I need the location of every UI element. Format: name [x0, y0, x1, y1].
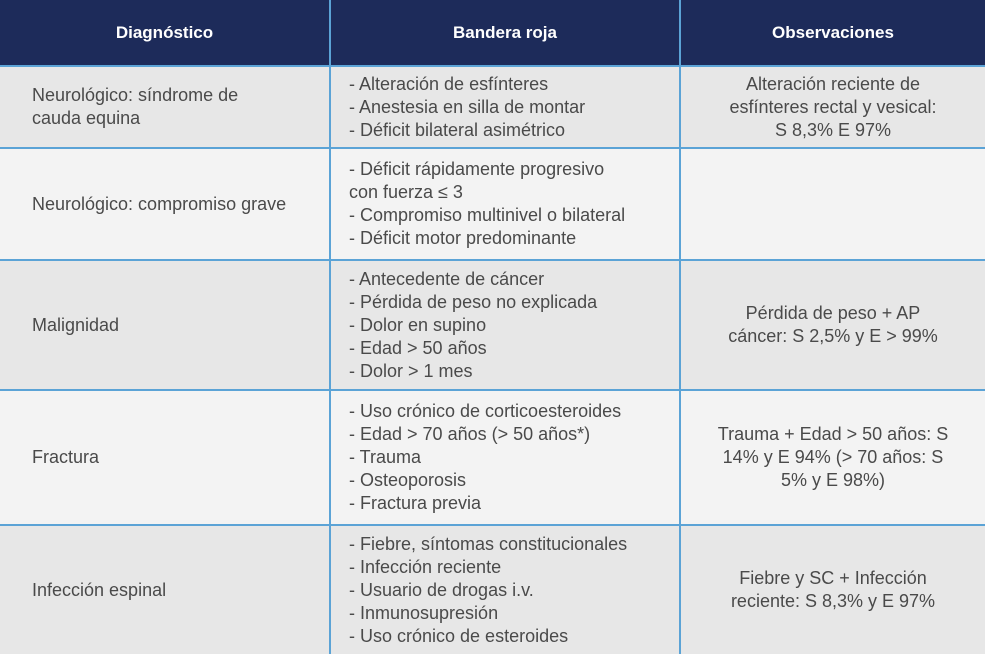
red-flag-item: - Déficit rápidamente progresivo — [349, 159, 605, 179]
red-flag-item: - Inmunosupresión — [349, 602, 499, 623]
red-flags-cell — [330, 525, 680, 654]
red-flag-item: - Anestesia en silla de montar — [349, 96, 586, 117]
observations-cell — [680, 148, 985, 260]
red-flag-item: - Osteoporosis — [349, 470, 467, 490]
diagnosis-cell: Infección espinal — [0, 525, 330, 654]
observations-text: Alteración reciente de esfínteres rectal y vesical: S 8,3% E 97% — [729, 73, 937, 140]
diagnosis-cell: Fractura — [0, 390, 330, 525]
red-flags-cell — [330, 148, 680, 260]
red-flag-item: - Fiebre, síntomas constitucionales — [349, 533, 628, 554]
red-flag-item: - Trauma — [349, 447, 422, 467]
red-flag-item: - Infección reciente — [349, 556, 502, 577]
red-flag-item: - Uso crónico de esteroides — [349, 625, 569, 646]
header-observaciones: Observaciones — [680, 0, 985, 66]
table-row — [0, 390, 985, 525]
observations-text: Fiebre y SC + Infección reciente: S 8,3% y E 97% — [730, 568, 936, 611]
table-row — [0, 66, 985, 148]
table-row — [0, 260, 985, 390]
observations-text: Pérdida de peso + AP cáncer: S 2,5% y E > 99% — [728, 303, 938, 346]
red-flags-cell — [330, 66, 680, 148]
red-flag-item: - Usuario de drogas i.v. — [349, 579, 534, 600]
diagnosis-cell: Neurológico: compromiso grave — [0, 148, 330, 260]
red-flag-item: - Alteración de esfínteres — [349, 73, 549, 94]
observations-cell — [680, 260, 985, 390]
red-flag-item: - Antecedente de cáncer — [349, 268, 545, 289]
red-flag-item: - Fractura previa — [349, 493, 482, 513]
red-flag-item: - Dolor en supino — [349, 314, 487, 335]
red-flag-item: - Déficit motor predominante — [349, 228, 577, 248]
diagnosis-cell: Neurológico: síndrome de cauda equina — [0, 66, 330, 148]
table-row — [0, 525, 985, 654]
red-flag-item: - Déficit bilateral asimétrico — [349, 119, 566, 140]
observations-text: Trauma + Edad > 50 años: S 14% y E 94% (> 70 años: S 5% y E 98%) — [717, 424, 949, 490]
header-bandera-roja: Bandera roja — [330, 0, 680, 66]
red-flag-item: - Edad > 70 años (> 50 años*) — [349, 424, 591, 444]
observations-cell — [680, 66, 985, 148]
red-flag-item: - Uso crónico de corticoesteroides — [349, 401, 622, 421]
table-header-row — [0, 0, 985, 66]
diagnosis-cell: Malignidad — [0, 260, 330, 390]
red-flags-cell — [330, 260, 680, 390]
red-flag-item: - Edad > 50 años — [349, 337, 487, 358]
header-diagnostico: Diagnóstico — [0, 0, 330, 66]
red-flag-item: - Pérdida de peso no explicada — [349, 291, 598, 312]
table-row — [0, 148, 985, 260]
red-flag-item: con fuerza ≤ 3 — [349, 182, 463, 202]
red-flag-item: - Compromiso multinivel o bilateral — [349, 205, 626, 225]
observations-cell — [680, 390, 985, 525]
red-flag-item: - Dolor > 1 mes — [349, 360, 473, 381]
observations-cell — [680, 525, 985, 654]
red-flags-cell — [330, 390, 680, 525]
